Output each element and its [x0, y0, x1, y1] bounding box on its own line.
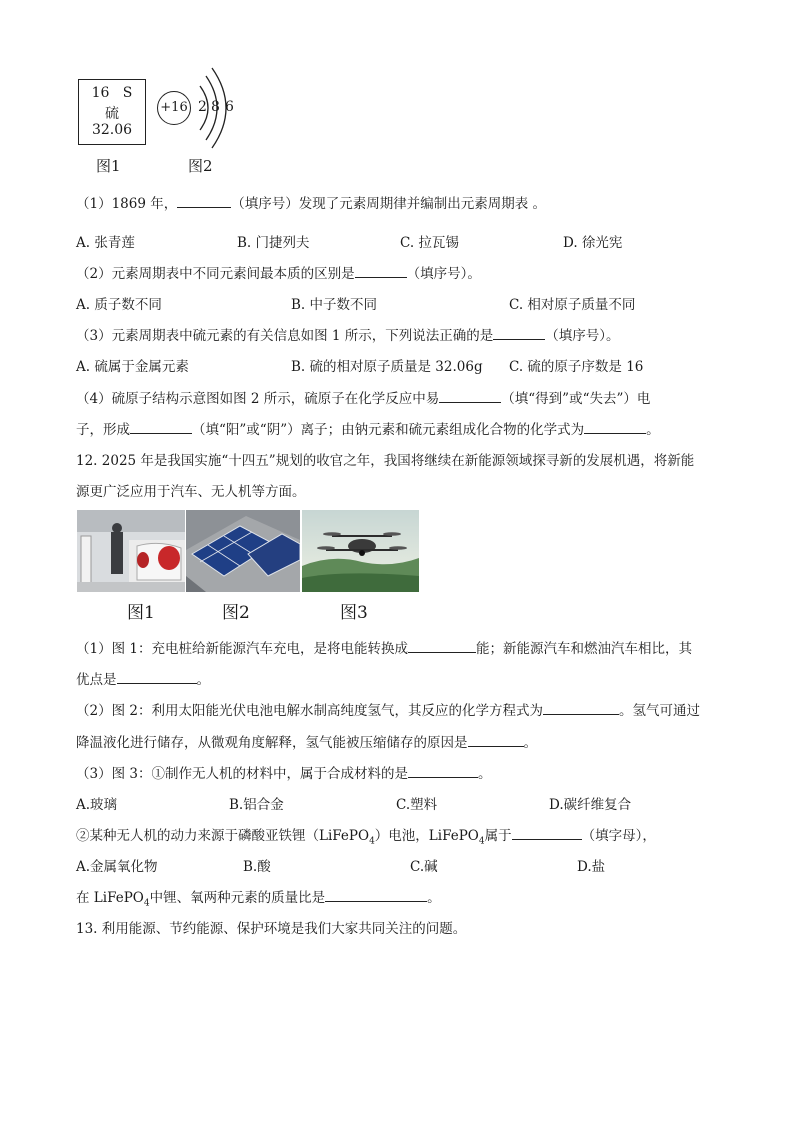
element-tile	[78, 79, 146, 145]
photo-caption-3: 图3	[340, 603, 368, 623]
drone-photo	[302, 510, 419, 592]
q12-p3-sub2: ②某种无人机的动力来源于磷酸亚铁锂（LiFePO$_4$）电池，LiFePO$_4$属于 （填字母），	[76, 824, 656, 847]
answer-blank[interactable]	[117, 669, 197, 684]
shell-count-1: 2	[198, 99, 207, 115]
q12-p3-option-b: B.铝合金	[229, 797, 284, 813]
figure-caption-1: 图1	[96, 157, 121, 175]
q12-p1-line2: 优点是 。	[76, 668, 210, 688]
answer-blank[interactable]	[408, 638, 476, 653]
q12-p3-option2-c: C.碱	[410, 859, 438, 875]
q12-p3-option2-b: B.酸	[243, 859, 271, 875]
figure-caption-2: 图2	[188, 157, 213, 175]
answer-blank[interactable]	[130, 419, 192, 434]
q11-p2-option-a: A. 质子数不同	[76, 297, 162, 313]
q11-p3-option-c: C. 硫的原子序数是 16	[509, 359, 644, 375]
q11-p3-option-a: A. 硫属于金属元素	[76, 359, 189, 375]
answer-blank[interactable]	[325, 887, 427, 902]
answer-blank[interactable]	[493, 325, 545, 340]
q12-p3-stem: （3）图 3：①制作无人机的材料中，属于合成材料的是 。	[76, 762, 491, 782]
answer-blank[interactable]	[408, 763, 478, 778]
q12-p3-option-a: A.玻璃	[76, 797, 118, 813]
q11-p2-option-b: B. 中子数不同	[291, 297, 378, 313]
q13-text: 13. 利用能源、节约能源、保护环境是我们大家共同关注的问题。	[76, 921, 467, 937]
q12-intro-line1: 12. 2025 年是我国实施“十四五”规划的收官之年，我国将继续在新能源领域探寻新的发展机遇，将新能	[76, 453, 695, 469]
q11-p2-stem: （2）元素周期表中不同元素间最本质的区别是 （填序号）。	[76, 262, 481, 282]
tile-mass: 32.06	[91, 122, 133, 138]
q11-p1-option-b: B. 门捷列夫	[237, 235, 310, 251]
q12-p2-line2: 降温液化进行储存，从微观角度解释，氢气能被压缩储存的原因是 。	[76, 731, 537, 751]
q12-p3-option-d: D.碳纤维复合	[549, 797, 632, 813]
answer-blank[interactable]	[468, 732, 524, 747]
q11-p2-option-c: C. 相对原子质量不同	[509, 297, 636, 313]
q11-p4-line2: 子，形成 （填“阳”或“阴”）离子；由钠元素和硫元素组成化合物的化学式为 。	[76, 418, 660, 438]
q11-p4-line1: （4）硫原子结构示意图如图 2 所示，硫原子在化学反应中易 （填“得到”或“失去”）电	[76, 387, 650, 407]
shell-count-2: 8	[211, 99, 220, 115]
q12-intro-line2: 源更广泛应用于汽车、无人机等方面。	[76, 484, 306, 500]
answer-blank[interactable]	[584, 419, 646, 434]
tile-number-symbol: 16 S	[91, 85, 133, 101]
answer-blank[interactable]	[512, 825, 582, 840]
answer-blank[interactable]	[355, 263, 407, 278]
q11-p3-stem: （3）元素周期表中硫元素的有关信息如图 1 所示，下列说法正确的是 （填序号）。	[76, 324, 620, 344]
q12-p3-option2-d: D.盐	[577, 859, 606, 875]
q11-p1-option-d: D. 徐光宪	[563, 235, 623, 251]
tile-name: 硫	[105, 106, 119, 122]
charging-station-photo	[77, 510, 185, 592]
photo-caption-2: 图2	[222, 603, 250, 623]
q11-p1-option-a: A. 张青莲	[76, 235, 135, 251]
q12-p3-option2-a: A.金属氧化物	[76, 859, 158, 875]
atom-nucleus: +16	[157, 91, 191, 125]
q11-p1-option-c: C. 拉瓦锡	[400, 235, 459, 251]
solar-panel-photo	[186, 510, 300, 592]
q12-p3-option-c: C.塑料	[396, 797, 438, 813]
q12-p3-last: 在 LiFePO$_4$中锂、氧两种元素的质量比是 。	[76, 886, 441, 909]
answer-blank[interactable]	[543, 700, 619, 715]
q12-p1-line1: （1）图 1：充电桩给新能源汽车充电，是将电能转换成 能；新能源汽车和燃油汽车相比，其	[76, 637, 692, 657]
q12-p2-line1: （2）图 2：利用太阳能光伏电池电解水制高纯度氢气，其反应的化学方程式为 。氢气可通过	[76, 699, 700, 719]
shell-count-3: 6	[225, 99, 234, 115]
q11-p3-option-b: B. 硫的相对原子质量是 32.06g	[291, 359, 483, 375]
answer-blank[interactable]	[177, 193, 231, 208]
photo-caption-1: 图1	[127, 603, 155, 623]
q11-p1-stem: （1）1869 年， （填序号）发现了元素周期律并编制出元素周期表 。	[76, 192, 546, 212]
answer-blank[interactable]	[439, 388, 501, 403]
